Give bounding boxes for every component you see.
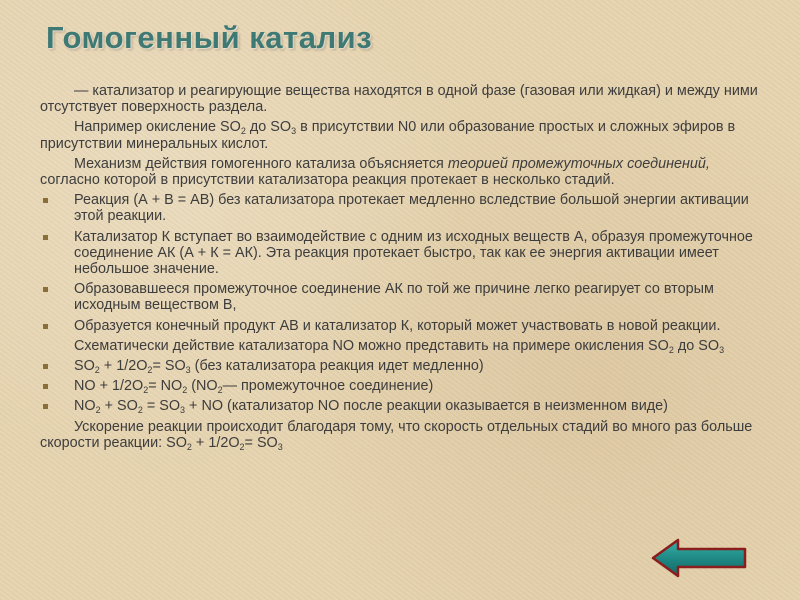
subscript: 3	[185, 365, 191, 376]
text-run: Например окисление SO	[74, 119, 241, 136]
subscript: 2	[143, 385, 149, 396]
text-run: + 1/2O	[99, 358, 148, 375]
scheme-paragraph	[40, 338, 762, 354]
text-run: NO + 1/2O	[74, 378, 144, 395]
subscript: 2	[186, 441, 192, 452]
subscript: 2	[95, 405, 101, 416]
list-item-text: Реакция (А + В = АВ) без катализатора протекает медленно вследствие большой энергии активации этой реакции.	[74, 192, 749, 225]
text-run: в присутствии N0 или образование простых и сложных эфиров в присутствии минеральных кислот.	[40, 119, 736, 152]
equation-item	[40, 378, 762, 394]
text-run: Схематически действие катализатора NO можно представить на примере окисления SO	[74, 337, 669, 354]
list-item	[40, 318, 762, 334]
bullet-icon	[43, 198, 48, 203]
subscript: 2	[240, 126, 246, 137]
bullet-icon	[43, 287, 48, 292]
text-run: + NO (катализатор NO после реакции оказывается в неизменном виде)	[185, 398, 668, 415]
text-run: согласно которой в присутствии катализатора реакция протекает в несколько стадий.	[40, 172, 615, 189]
text-run: — промежуточное соединение)	[222, 378, 434, 395]
bullet-icon	[43, 364, 48, 369]
text-run: = SO	[244, 434, 278, 451]
back-button[interactable]	[650, 537, 748, 579]
text-run: = NO	[148, 378, 183, 395]
text-run: = SO	[142, 398, 181, 415]
slide-content	[40, 83, 762, 455]
subscript: 2	[94, 365, 100, 376]
text-run: + 1/2O	[191, 434, 240, 451]
list-item-text: Катализатор К вступает во взаимодействие с одним из исходных веществ А, образуя промежуточное соединение АК (А + К = АК). Эта реакция протекает быстро, так как ее энергия активации имеет небольшое значение.	[74, 228, 753, 278]
list-item-text: Образовавшееся промежуточное соединение АК по той же причине легко реагирует со вторым исходным веществом В,	[74, 281, 714, 314]
subscript: 2	[217, 385, 223, 396]
bullet-icon	[43, 324, 48, 329]
subscript: 3	[719, 344, 725, 355]
list-item	[40, 229, 762, 278]
subscript: 2	[182, 385, 188, 396]
subscript: 3	[277, 441, 283, 452]
text-run: (NO	[187, 378, 218, 395]
text-run: до SO	[673, 337, 720, 354]
subscript: 2	[147, 365, 153, 376]
text-run: = SO	[152, 358, 186, 375]
text-run: до SO	[245, 119, 292, 136]
text-run: SO	[74, 358, 95, 375]
back-arrow-icon	[650, 537, 748, 579]
list-item	[40, 281, 762, 313]
example-paragraph	[40, 119, 762, 151]
subscript: 2	[137, 405, 143, 416]
text-run: (без катализатора реакция идет медленно)	[190, 358, 484, 375]
subscript: 3	[180, 405, 186, 416]
subscript: 2	[239, 441, 245, 452]
conclusion-paragraph	[40, 419, 762, 451]
subscript: 2	[668, 344, 674, 355]
equation-item	[40, 398, 762, 414]
text-run: Ускорение реакции происходит благодаря тому, что скорость отдельных стадий во много раз больше скорости реакции: SO	[40, 418, 753, 451]
text-run: + SO	[100, 398, 138, 415]
equation-item	[40, 358, 762, 374]
mechanism-paragraph	[40, 156, 762, 188]
subscript: 3	[291, 126, 297, 137]
list-item-text: Образуется конечный продукт АВ и катализатор К, который может участвовать в новой реакции.	[74, 317, 721, 334]
bullet-icon	[43, 384, 48, 389]
text-run: Механизм действия гомогенного катализа объясняется	[74, 155, 448, 172]
text-run: NO	[74, 398, 96, 415]
definition-paragraph: — катализатор и реагирующие вещества находятся в одной фазе (газовая или жидкая) и между ними отсутствует поверхность раздела.	[40, 83, 758, 116]
italic-term: теорией промежуточных соединений,	[447, 155, 710, 172]
list-item	[40, 192, 762, 224]
bullet-icon	[43, 235, 48, 240]
page-title: Гомогенный катализ	[46, 20, 373, 55]
bullet-icon	[43, 404, 48, 409]
